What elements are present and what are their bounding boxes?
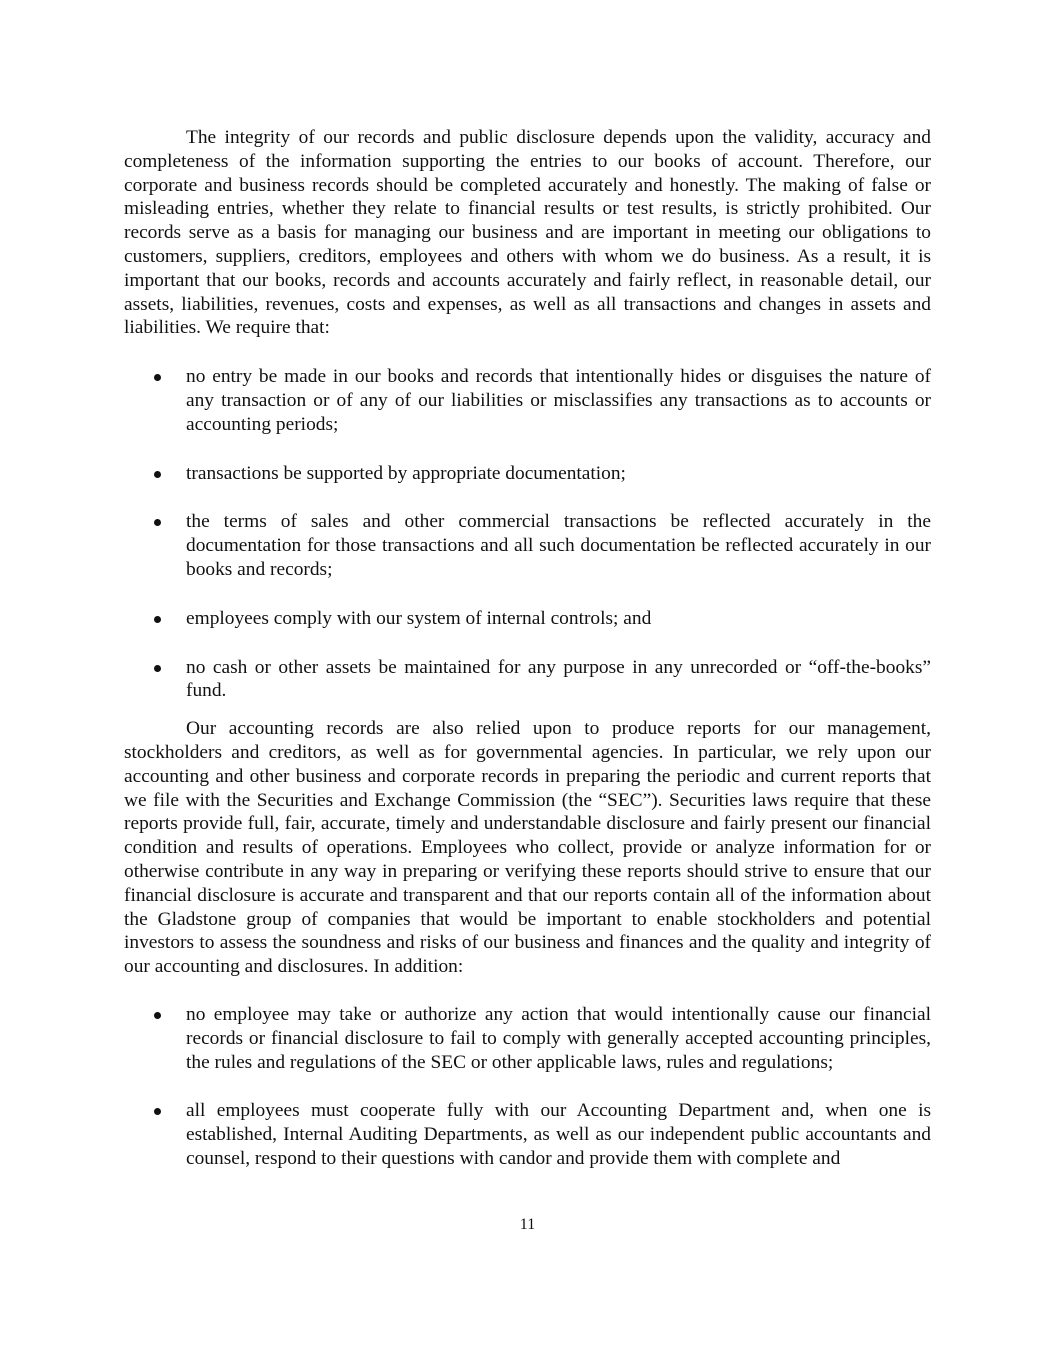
list-item-text: all employees must cooperate fully with our Accounting Department and, when one is established, Internal Auditing Departments, as well as our independent public accountants and counsel, respond to their questions with candor and provide them with complete and [186,1100,931,1169]
paragraph-accounting-records: Our accounting records are also relied upon to produce reports for our management, stockholders and creditors, as well as for governmental agencies. In particular, we rely upon our accounting and other business and corporate records in preparing the periodic and current reports that we file with the Securities and Exchange Commission (the “SEC”). Securities laws require that these reports provide full, fair, accurate, timely and understandable disclosure and fairly present our financial condition and results of operations. Employees who collect, provide or analyze information for or otherwise contribute in any way in preparing or verifying these reports should strive to ensure that our financial disclosure is accurate and transparent and that our reports contain all of the information about the Gladstone group of companies that would be important to enable stockholders and potential investors to assess the soundness and risks of our business and finances and the quality and integrity of our accounting and disclosures. In addition: [124,718,931,978]
list-item [124,656,931,704]
bullet-icon [154,665,161,672]
list-item-text: no entry be made in our books and records that intentionally hides or disguises the nature of any transaction or of any of our liabilities or misclassifies any transactions as to accounts or accounting periods; [186,366,931,435]
list-item [124,1003,931,1074]
paragraph-records-integrity: The integrity of our records and public disclosure depends upon the validity, accuracy and completeness of the information supporting the entries to our books of account. Therefore, our corporate and business records should be completed accurately and honestly. The making of false or misleading entries, whether they relate to financial results or test results, is strictly prohibited. Our records serve as a basis for managing our business and are important in meeting our obligations to customers, suppliers, creditors, employees and others with whom we do business. As a result, it is important that our books, records and accounts accurately and fairly reflect, in reasonable detail, our assets, liabilities, revenues, costs and expenses, as well as all transactions and changes in assets and liabilities. We require that: [124,127,931,339]
list-item-text: the terms of sales and other commercial transactions be reflected accurately in the documentation for those transactions and all such documentation be reflected accurately in our books and records; [186,511,931,580]
page-number: 11 [519,1216,536,1233]
list-item [124,607,931,631]
requirements-list [124,365,931,703]
list-item-text: transactions be supported by appropriate documentation; [186,462,626,484]
list-item [124,510,931,581]
bullet-icon [154,374,161,381]
list-item-text: employees comply with our system of internal controls; and [186,607,652,629]
bullet-icon [154,1012,161,1019]
bullet-icon [154,519,161,526]
list-item [124,365,931,436]
list-item-text: no cash or other assets be maintained for any purpose in any unrecorded or “off-the-books” fund. [186,656,931,702]
list-item-text: no employee may take or authorize any action that would intentionally cause our financial records or financial disclosure to fail to comply with generally accepted accounting principles, the rules and regulations of the SEC or other applicable laws, rules and regulations; [186,1003,931,1073]
list-item [124,1099,931,1170]
additional-requirements-list [124,1003,931,1171]
bullet-icon [154,1108,161,1115]
bullet-icon [154,471,161,478]
document-page [124,126,931,1171]
list-item [124,462,931,486]
bullet-icon [154,616,161,623]
